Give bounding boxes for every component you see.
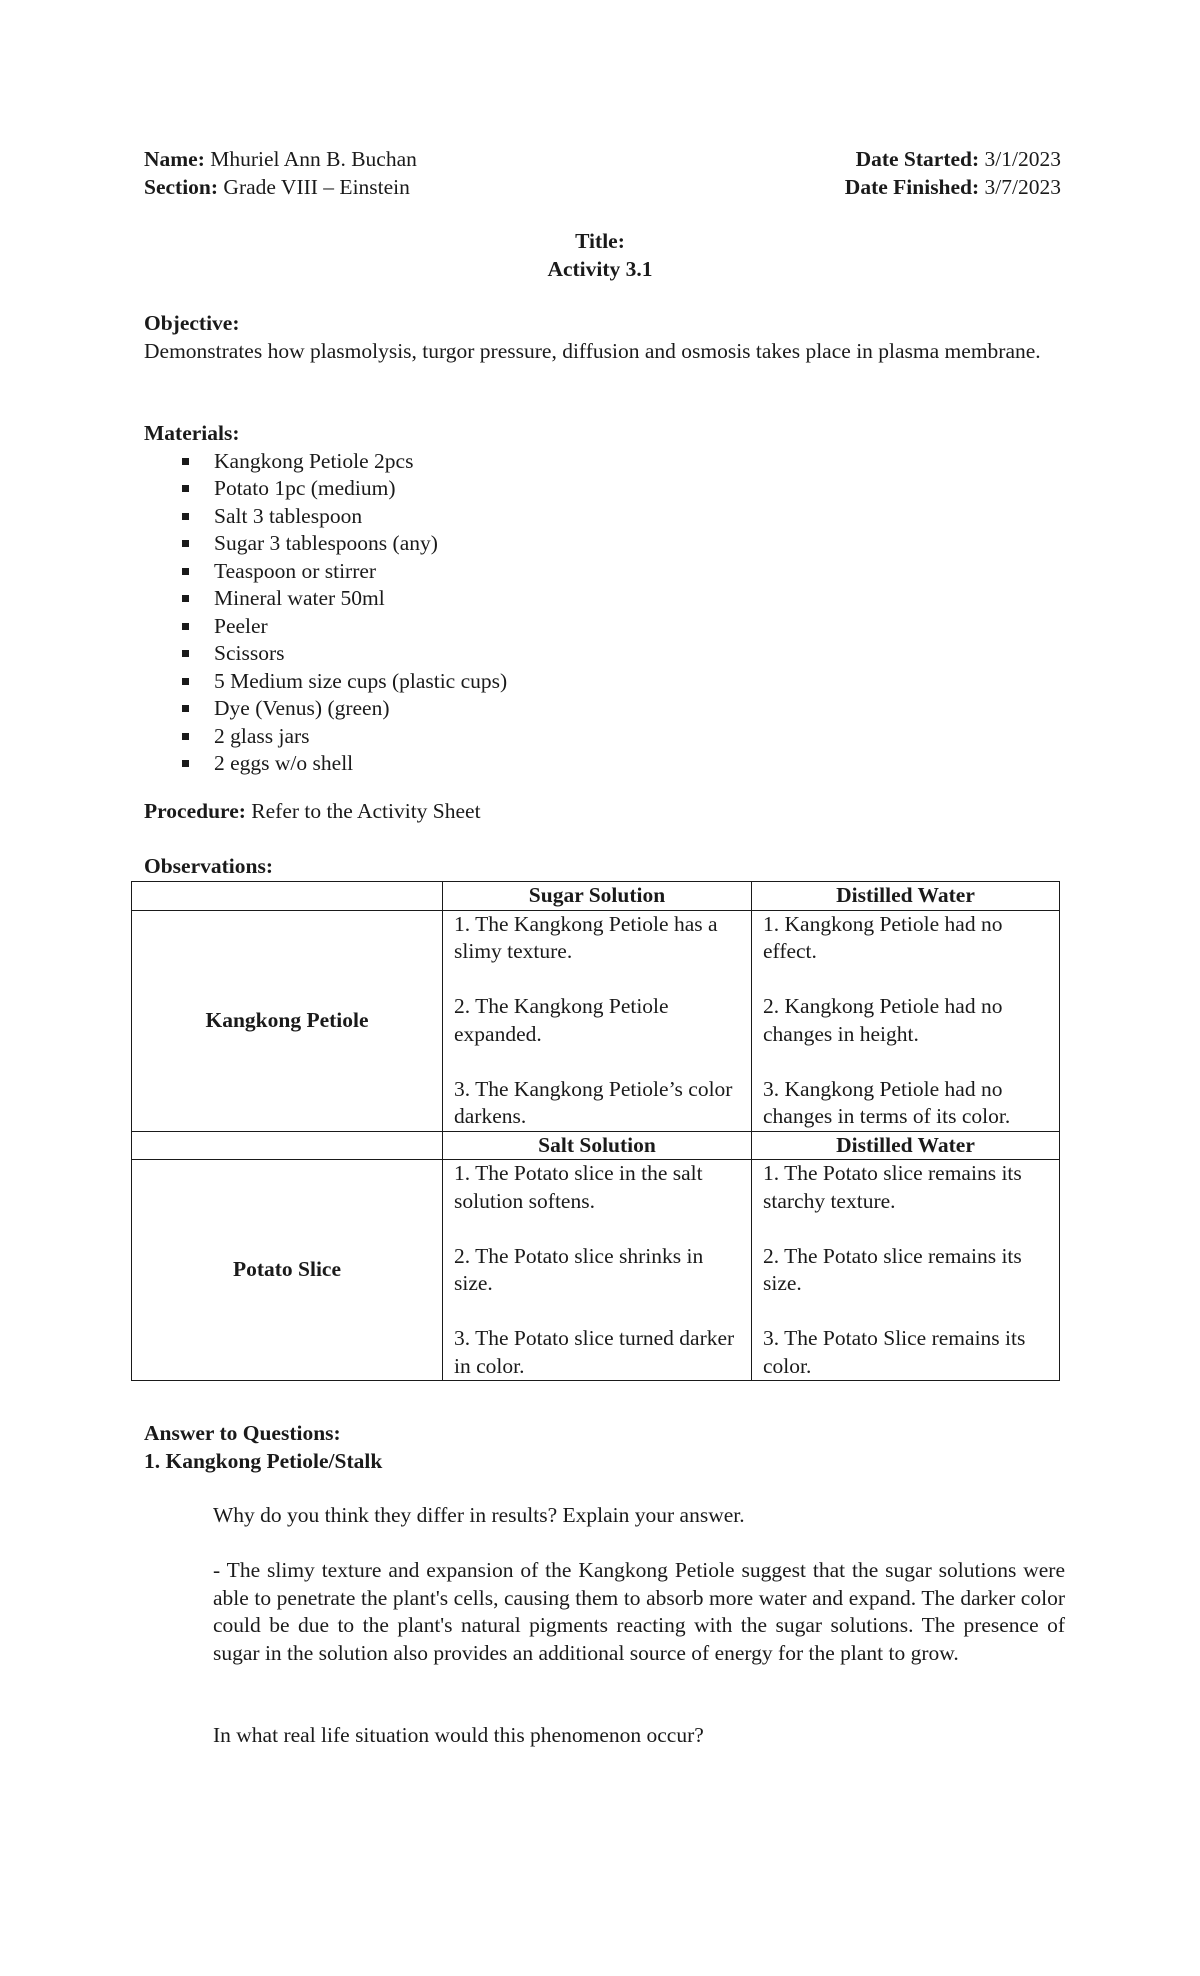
objective-text: Demonstrates how plasmolysis, turgor pressure, diffusion and osmosis takes place in plasma membrane.	[144, 338, 1041, 363]
list-item	[144, 558, 1056, 586]
square-bullet-icon	[182, 650, 189, 657]
material-text: 5 Medium size cups (plastic cups)	[214, 668, 508, 693]
objective-label: Objective:	[144, 311, 240, 335]
materials-list	[144, 448, 1056, 778]
column-header-sugar-solution: Sugar Solution	[443, 882, 752, 911]
material-text: 2 glass jars	[214, 723, 310, 748]
observation-text: 1. The Potato slice in the salt solution softens.	[454, 1161, 703, 1213]
material-text: Salt 3 tablespoon	[214, 503, 363, 528]
square-bullet-icon	[182, 595, 189, 602]
date-info	[845, 146, 1061, 201]
date-started-value: 3/1/2023	[984, 147, 1061, 171]
square-bullet-icon	[182, 458, 189, 465]
list-item	[144, 585, 1056, 613]
name-line	[144, 146, 417, 174]
material-text: Peeler	[214, 613, 268, 638]
observation-text: 3. The Kangkong Petiole’s color darkens.	[454, 1076, 733, 1128]
materials-label: Materials:	[144, 421, 240, 445]
column-header-salt-solution: Salt Solution	[443, 1131, 752, 1160]
list-item	[144, 530, 1056, 558]
table-header-row	[132, 1131, 1060, 1160]
date-finished-label: Date Finished:	[844, 174, 980, 199]
square-bullet-icon	[182, 485, 189, 492]
procedure-text: Refer to the Activity Sheet	[251, 799, 481, 823]
date-finished-value: 3/7/2023	[984, 174, 1061, 199]
list-item	[144, 750, 1056, 778]
observation-text: 1. Kangkong Petiole had no effect.	[763, 911, 1003, 963]
material-text: Mineral water 50ml	[214, 586, 385, 610]
answers-label: Answer to Questions:	[144, 1421, 341, 1445]
section-line	[144, 174, 417, 202]
table-cell	[443, 1160, 752, 1381]
objective-section	[144, 310, 1056, 365]
column-header-distilled-water: Distilled Water	[752, 882, 1060, 911]
material-text: Scissors	[214, 641, 285, 665]
title-label: Title:	[575, 229, 625, 253]
list-item	[144, 695, 1056, 723]
question-2: In what real life situation would this phenomenon occur?	[213, 1723, 704, 1747]
square-bullet-icon	[182, 678, 189, 685]
list-item	[144, 613, 1056, 641]
table-cell	[752, 1160, 1060, 1381]
observation-text: 1. The Kangkong Petiole has a slimy texture.	[454, 911, 718, 963]
table-row	[132, 1160, 1060, 1381]
section-value: Grade VIII – Einstein	[223, 174, 410, 199]
title-value: Activity 3.1	[547, 256, 653, 281]
observation-text: 2. The Kangkong Petiole expanded.	[454, 994, 669, 1046]
square-bullet-icon	[182, 733, 189, 740]
table-cell	[443, 910, 752, 1131]
date-finished-line	[845, 174, 1061, 202]
answers-section-title: 1. Kangkong Petiole/Stalk	[144, 1448, 383, 1473]
material-text: Dye (Venus) (green)	[214, 696, 390, 720]
square-bullet-icon	[182, 513, 189, 520]
answers-section	[144, 1420, 1056, 1475]
square-bullet-icon	[182, 568, 189, 575]
list-item	[144, 723, 1056, 751]
procedure-label: Procedure:	[144, 799, 246, 823]
row-header-kangkong-petiole: Kangkong Petiole	[132, 910, 443, 1131]
table-row	[132, 910, 1060, 1131]
table-corner-cell	[132, 882, 443, 911]
question-1: Why do you think they differ in results? Explain your answer.	[213, 1503, 745, 1527]
table-cell	[752, 910, 1060, 1131]
observations-table	[131, 881, 1060, 1381]
list-item	[144, 640, 1056, 668]
observation-text: 3. The Potato slice turned darker in color.	[454, 1326, 735, 1378]
name-label: Name:	[144, 147, 205, 171]
date-started-label: Date Started:	[855, 147, 980, 171]
date-started-line	[845, 146, 1061, 174]
list-item	[144, 448, 1056, 476]
observation-text: 2. The Potato slice remains its size.	[763, 1243, 1022, 1295]
square-bullet-icon	[182, 760, 189, 767]
square-bullet-icon	[182, 705, 189, 712]
material-text: Sugar 3 tablespoons (any)	[214, 531, 438, 555]
observations-label: Observations:	[144, 854, 273, 878]
square-bullet-icon	[182, 623, 189, 630]
list-item	[144, 503, 1056, 531]
title-block	[0, 228, 1200, 283]
observation-text: 1. The Potato slice remains its starchy texture.	[763, 1161, 1022, 1213]
student-info	[144, 146, 417, 201]
observation-text: 2. The Potato slice shrinks in size.	[454, 1243, 704, 1295]
name-value: Mhuriel Ann B. Buchan	[210, 147, 417, 171]
square-bullet-icon	[182, 540, 189, 547]
observation-text: 2. Kangkong Petiole had no changes in height.	[763, 994, 1003, 1046]
section-label: Section:	[144, 174, 219, 199]
table-header-row	[132, 882, 1060, 911]
answer-1: - The slimy texture and expansion of the Kangkong Petiole suggest that the sugar solutions were able to penetrate the plant's cells, causing them to absorb more water and expand. The darker color could be due to the plant's natural pigments reacting with the sugar solutions. The presence of sugar in the solution also provides an additional source of energy for the plant to grow.	[213, 1558, 1065, 1665]
material-text: Kangkong Petiole 2pcs	[214, 448, 414, 473]
materials-section	[144, 420, 1056, 778]
observation-text: 3. The Potato Slice remains its color.	[763, 1326, 1026, 1378]
material-text: Teaspoon or stirrer	[214, 558, 377, 583]
column-header-distilled-water: Distilled Water	[752, 1131, 1060, 1160]
list-item	[144, 668, 1056, 696]
material-text: Potato 1pc (medium)	[214, 476, 396, 500]
procedure-section	[144, 798, 1056, 826]
material-text: 2 eggs w/o shell	[214, 751, 354, 775]
list-item	[144, 475, 1056, 503]
row-header-potato-slice: Potato Slice	[132, 1160, 443, 1381]
table-corner-cell	[132, 1131, 443, 1160]
observation-text: 3. Kangkong Petiole had no changes in terms of its color.	[763, 1076, 1011, 1128]
